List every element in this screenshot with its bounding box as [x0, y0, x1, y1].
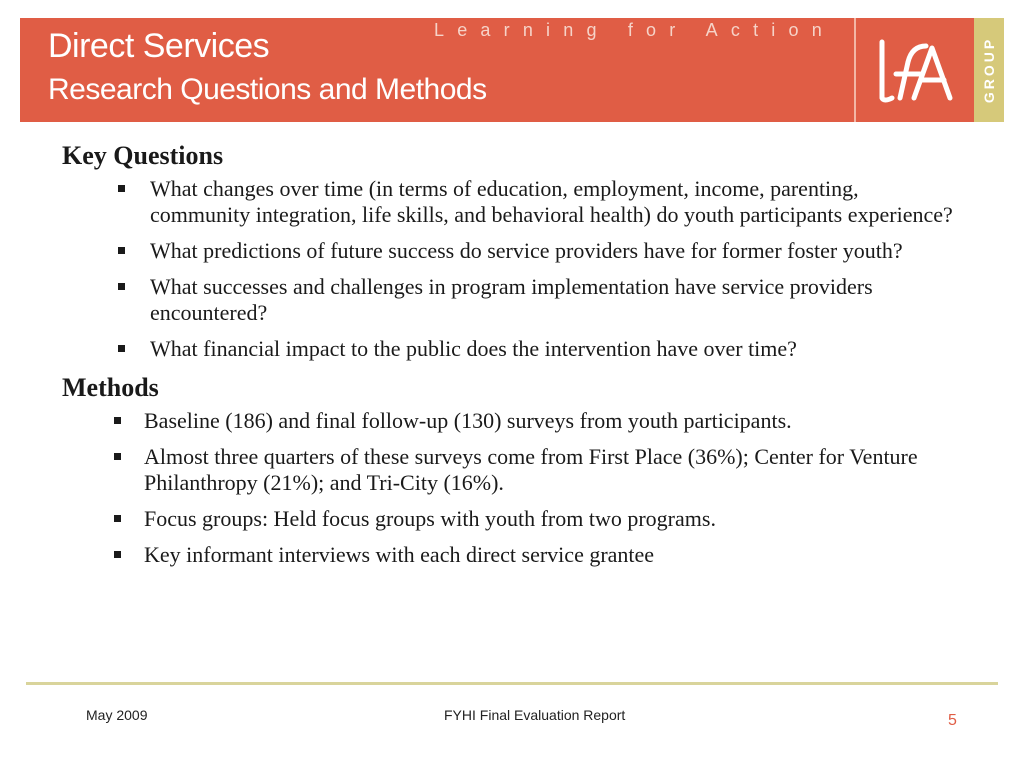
tagline: Learning for Action [434, 20, 835, 40]
list-item: What successes and challenges in program implementation have service providers encountered? [150, 274, 962, 326]
key-questions-list [62, 176, 962, 362]
lfa-logo-icon [870, 34, 960, 106]
lfa-logo [856, 18, 974, 122]
methods-list [62, 408, 962, 568]
key-questions-heading: Key Questions [62, 141, 224, 170]
methods-heading: Methods [62, 373, 159, 402]
group-label: GROUP [981, 36, 997, 104]
list-item: What financial impact to the public does the intervention have over time? [150, 336, 962, 362]
slide-content [62, 140, 962, 578]
slide-header [20, 18, 1004, 122]
footer-date: May 2009 [86, 707, 148, 723]
list-item: Baseline (186) and final follow-up (130) surveys from youth participants. [144, 408, 962, 434]
slide-subtitle: Research Questions and Methods [48, 73, 487, 106]
title-block [48, 26, 487, 108]
list-item: What changes over time (in terms of education, employment, income, parenting, community integration, life skills, and behavioral health) do youth participants experience? [150, 176, 962, 228]
list-item: Key informant interviews with each direct service grantee [144, 542, 962, 568]
list-item: Almost three quarters of these surveys come from First Place (36%); Center for Venture Philanthropy (21%); and Tri-City (16%). [144, 444, 962, 496]
group-band [974, 18, 1004, 122]
list-item: Focus groups: Held focus groups with youth from two programs. [144, 506, 962, 532]
page-number: 5 [948, 712, 957, 729]
footer-report-title: FYHI Final Evaluation Report [444, 707, 626, 723]
list-item: What predictions of future success do service providers have for former foster youth? [150, 238, 962, 264]
slide-title: Direct Services [48, 27, 270, 65]
footer-divider [26, 682, 998, 685]
